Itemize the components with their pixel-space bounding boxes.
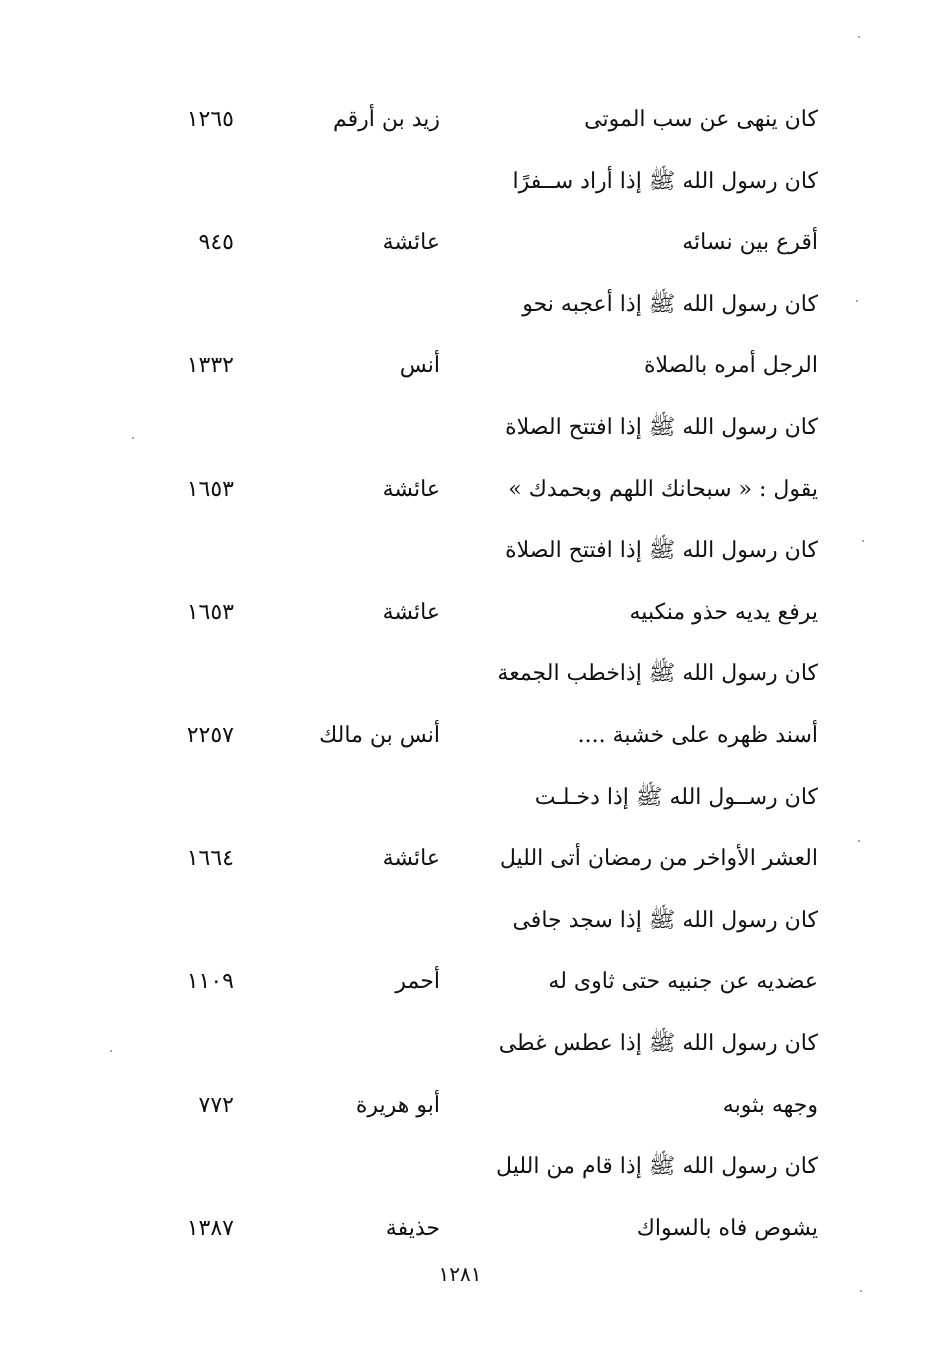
index-entry (0, 646, 940, 708)
narrator-name: عائشة (382, 599, 440, 625)
narrator-name: عائشة (382, 476, 440, 502)
index-entry (0, 462, 940, 524)
hadith-text: عضديه عن جنبيه حتى ثاوى له (548, 969, 818, 995)
scan-speck (860, 1290, 862, 1292)
hadith-text: كان رسول الله ﷺ إذا أعجبه نحو (522, 291, 818, 317)
hadith-text: كان رسول الله ﷺ إذا قام من الليل (496, 1154, 818, 1180)
index-entry (0, 954, 940, 1016)
scan-speck (858, 840, 860, 842)
narrator-name: أنس بن مالك (319, 723, 440, 748)
hadith-text: العشر الأواخر من رمضان أتى الليل (499, 846, 818, 872)
hadith-number: ٩٤٥ (198, 230, 234, 256)
hadith-text: كان رسول الله ﷺ إذا افتتح الصلاة (505, 538, 818, 564)
index-entry (0, 215, 940, 277)
hadith-text: كان ينهى عن سب الموتى (584, 107, 818, 132)
hadith-number: ١٦٥٣ (186, 476, 234, 502)
hadith-number: ١٢٦٥ (186, 107, 234, 132)
narrator-name: زيد بن أرقم (332, 107, 440, 132)
scan-speck (862, 540, 864, 542)
hadith-text: يرفع يديه حذو منكبيه (629, 599, 818, 625)
index-entry (0, 708, 940, 770)
index-entry (0, 893, 940, 955)
index-entry (0, 154, 940, 216)
index-entry (0, 585, 940, 647)
hadith-number: ١٦٥٣ (186, 599, 234, 625)
hadith-text: وجهه بثوبه (722, 1092, 818, 1118)
scan-speck (110, 1050, 112, 1052)
index-entry (0, 1139, 940, 1201)
hadith-text: كان رسول الله ﷺ إذا افتتح الصلاة (505, 415, 818, 440)
index-entry (0, 92, 940, 154)
hadith-number: ٧٧٢ (198, 1092, 234, 1118)
index-entry (0, 831, 940, 893)
scan-speck (856, 300, 858, 302)
narrator-name: أحمر (395, 969, 440, 995)
index-entry (0, 1078, 940, 1140)
hadith-text: الرجل أمره بالصلاة (643, 353, 818, 379)
hadith-text: كان رسول الله ﷺ إذاخطب الجمعة (497, 661, 818, 687)
hadith-text: كان رسول الله ﷺ إذا سجد جافى (512, 907, 818, 933)
narrator-name: عائشة (382, 846, 440, 872)
scan-speck (132, 437, 134, 439)
hadith-text: كان رسول الله ﷺ إذا أراد ســفرًا (512, 168, 818, 194)
hadith-text: يشوص فاه بالسواك (636, 1215, 818, 1241)
hadith-text: أسند ظهره على خشبة .... (577, 723, 818, 748)
index-entry (0, 277, 940, 339)
hadith-number: ٢٢٥٧ (186, 723, 234, 748)
index-entry (0, 338, 940, 400)
narrator-name: أبو هريرة (355, 1092, 440, 1118)
hadith-number: ١٣٣٢ (186, 353, 234, 379)
hadith-text: كان رسول الله ﷺ إذا عطس غطى (498, 1031, 818, 1056)
index-entry (0, 1201, 940, 1263)
index-entry (0, 1016, 940, 1078)
page-number: ١٢٨١ (438, 1262, 482, 1286)
hadith-text: يقول : « سبحانك اللهم وبحمدك » (508, 476, 818, 502)
index-entry (0, 770, 940, 832)
hadith-number: ١١٠٩ (186, 969, 234, 995)
hadith-number: ١٣٨٧ (186, 1215, 234, 1241)
narrator-name: حذيفة (385, 1215, 440, 1241)
hadith-text: أقرع بين نسائه (682, 230, 818, 256)
index-entry (0, 400, 940, 462)
scan-speck (858, 36, 860, 38)
hadith-number: ١٦٦٤ (186, 846, 234, 872)
narrator-name: عائشة (382, 230, 440, 256)
hadith-text: كان رســول الله ﷺ إذا دخـلـت (534, 784, 818, 810)
narrator-name: أنس (399, 353, 440, 379)
index-entry (0, 523, 940, 585)
